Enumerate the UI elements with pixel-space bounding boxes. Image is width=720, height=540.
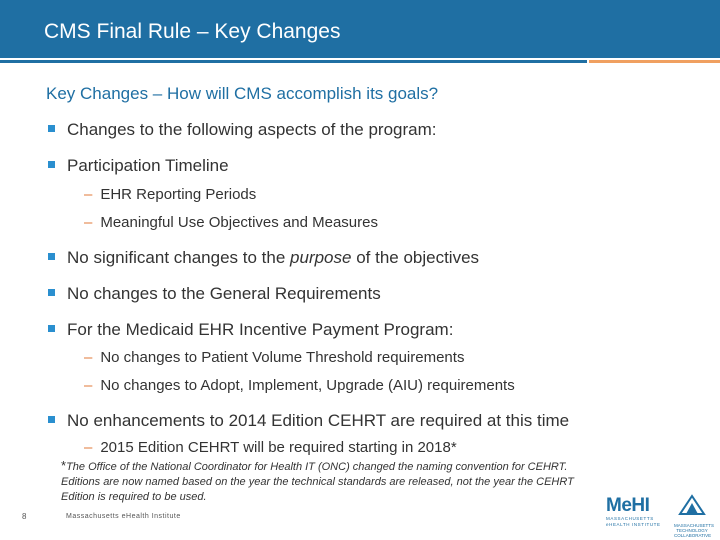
bullet-square-icon — [48, 125, 55, 132]
bullet-text-pre: No significant changes to the — [67, 248, 291, 267]
bullet-item — [48, 320, 453, 340]
mehi-logo-mark: MeHI — [606, 495, 650, 516]
bullet-square-icon — [48, 253, 55, 260]
bullet-square-icon — [48, 416, 55, 423]
bullet-text: No enhancements to 2014 Edition CEHRT are required at this time — [67, 411, 570, 430]
bullet-text: Participation Timeline — [67, 156, 229, 175]
sub-bullet-item — [84, 439, 457, 456]
bullet-item — [48, 248, 479, 268]
bullet-square-icon — [48, 325, 55, 332]
footnote-marker: * — [61, 458, 67, 473]
mehi-logo — [606, 496, 666, 532]
header-accent-blue — [0, 60, 587, 63]
dash-icon: – — [84, 214, 93, 231]
sub-bullet-item — [84, 377, 515, 394]
slide-title: CMS Final Rule – Key Changes — [44, 20, 341, 43]
page-number: 8 — [22, 512, 27, 521]
bullet-item — [48, 284, 381, 304]
footnote-text: The Office of the National Coordinator for Health IT (ONC) changed the naming convention for CEHRT. Editions are now named based on the year the technical standards are released, not the year the CEHRT Edition is required to be used. — [61, 461, 574, 503]
dash-icon: – — [84, 186, 93, 203]
sub-bullet-text: 2015 Edition CEHRT will be required starting in 2018* — [100, 439, 457, 456]
sub-bullet-text: No changes to Adopt, Implement, Upgrade (AIU) requirements — [100, 377, 515, 394]
header-accent-orange — [589, 60, 720, 63]
bullet-text: No changes to the General Requirements — [67, 284, 381, 303]
sub-bullet-item — [84, 214, 378, 231]
bullet-item — [48, 156, 229, 176]
footer-organization: Massachusetts eHealth Institute — [66, 513, 181, 520]
bullet-text: For the Medicaid EHR Incentive Payment Program: — [67, 320, 454, 339]
collaborative-logo — [674, 494, 715, 538]
mehi-logo-subtext: MASSACHUSETTS eHEALTH INSTITUTE — [606, 516, 661, 527]
bullet-item — [48, 120, 437, 140]
sub-bullet-text: Meaningful Use Objectives and Measures — [100, 214, 378, 231]
slide-header — [0, 0, 720, 58]
dash-icon: – — [84, 377, 93, 394]
dash-icon: – — [84, 349, 93, 366]
sub-bullet-item — [84, 349, 464, 366]
sub-bullet-text: No changes to Patient Volume Threshold requirements — [100, 349, 465, 366]
dash-icon: – — [84, 439, 93, 456]
collaborative-logo-icon — [674, 494, 710, 518]
bullet-square-icon — [48, 289, 55, 296]
bullet-text: Changes to the following aspects of the program: — [67, 120, 437, 139]
sub-bullet-text: EHR Reporting Periods — [100, 186, 257, 203]
bullet-text-post: of the objectives — [351, 248, 480, 267]
bullet-item — [48, 411, 569, 431]
sub-bullet-item — [84, 186, 256, 203]
slide-subtitle: Key Changes – How will CMS accomplish its goals? — [46, 84, 439, 103]
collaborative-logo-text: MASSACHUSETTS TECHNOLOGY COLLABORATIVE — [674, 523, 715, 538]
bullet-text-emphasis: purpose — [290, 248, 352, 267]
footnote — [61, 458, 591, 505]
bullet-square-icon — [48, 161, 55, 168]
